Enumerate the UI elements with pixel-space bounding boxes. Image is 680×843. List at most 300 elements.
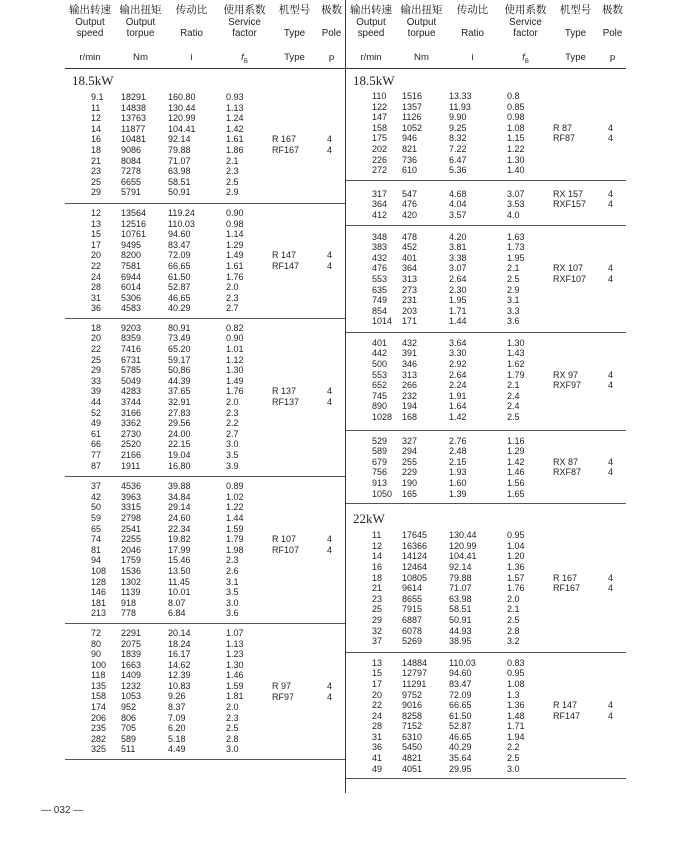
cell-service-factor: 1.56 [507, 478, 525, 488]
cell-torque: 2798 [121, 512, 142, 523]
header-sf-cn: 使用系数 [504, 4, 547, 16]
table-row [65, 555, 346, 566]
cell-ratio: 3.38 [449, 252, 467, 263]
cell-torque: 3744 [121, 397, 142, 408]
cell-speed: 317 [372, 188, 388, 199]
model-pole: 4 [608, 467, 614, 478]
cell-ratio: 130.44 [449, 530, 477, 541]
cell-torque: 7581 [121, 260, 142, 271]
section-title-18-5kw-right: 18.5kW [353, 73, 395, 88]
cell-torque: 8258 [402, 710, 423, 721]
model-pole: 4 [327, 386, 333, 397]
cell-ratio: 61.50 [168, 271, 191, 282]
table-row [65, 439, 346, 450]
model-pole: 4 [327, 250, 333, 261]
table-row [346, 594, 626, 605]
cell-speed: 432 [372, 252, 388, 263]
model-type: RXF157 [553, 199, 587, 210]
table-row [346, 391, 626, 402]
cell-service-factor: 3.2 [507, 636, 520, 647]
model-group [346, 527, 626, 653]
cell-service-factor: 3.1 [507, 295, 520, 306]
cell-speed: 1050 [372, 488, 393, 499]
cell-speed: 66 [91, 439, 102, 450]
cell-ratio: 7.09 [168, 712, 186, 723]
cell-ratio: 8.07 [168, 597, 186, 608]
cell-torque: 190 [402, 478, 418, 488]
cell-speed: 913 [372, 478, 388, 488]
cell-ratio: 10.83 [168, 680, 191, 691]
model-type-block [272, 534, 346, 555]
model-type: R 147 [272, 250, 297, 261]
right-table-panel [346, 0, 626, 779]
cell-speed: 90 [91, 649, 102, 660]
table-row [65, 744, 346, 755]
cell-torque: 7416 [121, 344, 142, 355]
cell-service-factor: 1.73 [507, 242, 525, 253]
cell-service-factor: 2.5 [226, 723, 239, 734]
model-type-block [553, 457, 627, 478]
model-pole: 4 [608, 572, 614, 583]
header-type-en: Type [283, 28, 306, 39]
cell-speed: 61 [91, 428, 102, 439]
table-row [65, 723, 346, 734]
cell-speed: 13 [372, 657, 383, 668]
cell-service-factor: 0.98 [226, 218, 244, 229]
table-row [346, 285, 626, 296]
cell-service-factor: 3.0 [507, 763, 520, 774]
cell-service-factor: 0.90 [226, 333, 244, 344]
header-pole-en: Pole [321, 28, 342, 39]
table-row [65, 166, 346, 177]
cell-torque: 17645 [402, 530, 428, 541]
cell-service-factor: 3.0 [226, 439, 239, 450]
cell-speed: 25 [372, 604, 383, 615]
cell-torque: 2291 [121, 627, 142, 638]
table-row [346, 359, 626, 370]
table-row [65, 408, 346, 419]
cell-speed: 553 [372, 273, 388, 284]
cell-ratio: 29.14 [168, 502, 191, 513]
cell-ratio: 34.84 [168, 491, 191, 502]
cell-service-factor: 2.2 [507, 742, 520, 753]
cell-speed: 226 [372, 154, 388, 165]
cell-torque: 420 [402, 209, 418, 220]
cell-torque: 2075 [121, 638, 142, 649]
cell-service-factor: 2.5 [507, 412, 520, 423]
cell-ratio: 4.49 [168, 744, 186, 755]
cell-speed: 44 [91, 397, 102, 408]
cell-ratio: 119.24 [168, 207, 195, 218]
cell-torque: 4821 [402, 753, 423, 764]
table-row [65, 282, 346, 293]
table-row [65, 219, 346, 230]
cell-speed: 24 [372, 710, 383, 721]
header-speed-cn: 输出转速 [69, 4, 111, 16]
cell-service-factor: 1.46 [226, 670, 244, 681]
cell-ratio: 6.84 [168, 608, 186, 619]
cell-service-factor: 0.8 [507, 91, 520, 101]
cell-service-factor: 1.76 [226, 386, 244, 397]
cell-speed: 890 [372, 401, 388, 412]
cell-ratio: 44.93 [449, 625, 472, 636]
table-row [65, 272, 346, 283]
cell-torque: 3166 [121, 407, 142, 418]
cell-ratio: 3.81 [449, 242, 467, 253]
cell-service-factor: 0.98 [507, 112, 525, 123]
cell-ratio: 32.91 [168, 397, 191, 408]
table-row [346, 306, 626, 317]
cell-torque: 5306 [121, 292, 142, 303]
table-row [65, 502, 346, 513]
cell-speed: 118 [91, 670, 106, 681]
header-speed-en1: Output [356, 16, 386, 28]
cell-service-factor: 1.57 [507, 572, 525, 583]
cell-torque: 255 [402, 456, 418, 467]
cell-ratio: 8.37 [168, 702, 186, 713]
model-type: RX 87 [553, 456, 579, 467]
table-row [65, 577, 346, 588]
model-group [65, 319, 346, 477]
cell-speed: 21 [372, 583, 383, 594]
cell-service-factor: 2.3 [226, 166, 239, 177]
cell-service-factor: 1.01 [226, 344, 244, 355]
table-row [65, 639, 346, 650]
table-row [346, 541, 626, 552]
right-groups-22kw [346, 527, 626, 779]
cell-torque: 9203 [121, 322, 142, 333]
cell-speed: 25 [91, 176, 102, 187]
table-row [346, 253, 626, 264]
model-group [65, 204, 346, 319]
cell-torque: 194 [402, 401, 418, 412]
cell-speed: 16 [91, 134, 102, 145]
cell-torque: 1053 [121, 691, 142, 702]
table-row [346, 338, 626, 349]
cell-speed: 22 [91, 344, 102, 355]
cell-ratio: 92.14 [168, 134, 191, 145]
model-pole: 4 [327, 144, 333, 155]
cell-ratio: 104.41 [449, 551, 477, 562]
cell-ratio: 9.90 [449, 112, 467, 123]
cell-service-factor: 0.89 [226, 481, 244, 492]
cell-speed: 122 [372, 101, 388, 112]
cell-speed: 14 [91, 123, 102, 134]
model-type: RF87 [553, 133, 576, 144]
cell-torque: 778 [121, 608, 137, 619]
cell-service-factor: 1.14 [226, 229, 244, 240]
cell-service-factor: 1.22 [226, 502, 244, 513]
cell-torque: 1911 [121, 460, 141, 471]
cell-torque: 6078 [402, 625, 423, 636]
cell-torque: 401 [402, 252, 418, 263]
model-type: R 107 [272, 534, 297, 545]
table-row [346, 721, 626, 732]
cell-torque: 171 [402, 316, 418, 327]
table-row [346, 91, 626, 102]
cell-service-factor: 2.2 [226, 418, 239, 429]
cell-ratio: 8.32 [449, 133, 467, 144]
cell-torque: 1516 [402, 91, 423, 101]
cell-service-factor: 2.1 [507, 380, 520, 391]
table-row [346, 412, 626, 423]
cell-service-factor: 2.7 [226, 303, 239, 314]
model-group [346, 181, 626, 226]
model-type: RF167 [272, 144, 300, 155]
cell-service-factor: 1.61 [226, 260, 244, 271]
cell-ratio: 46.65 [168, 292, 191, 303]
cell-torque: 1052 [402, 122, 423, 133]
table-row [346, 679, 626, 690]
cell-service-factor: 1.08 [507, 678, 525, 689]
table-row [346, 742, 626, 753]
cell-service-factor: 1.02 [226, 491, 244, 502]
cell-service-factor: 1.22 [507, 143, 525, 154]
cell-ratio: 29.56 [168, 418, 191, 429]
model-type-block [553, 263, 627, 284]
table-row [346, 615, 626, 626]
cell-torque: 6887 [402, 614, 423, 625]
cell-torque: 16366 [402, 540, 428, 551]
cell-speed: 383 [372, 242, 388, 253]
cell-torque: 10481 [121, 134, 147, 145]
cell-service-factor: 0.95 [507, 668, 525, 679]
cell-torque: 7278 [121, 166, 142, 177]
cell-torque: 1536 [121, 565, 142, 576]
cell-torque: 10761 [121, 229, 147, 240]
cell-speed: 59 [91, 512, 102, 523]
cell-ratio: 63.98 [449, 593, 472, 604]
cell-service-factor: 1.36 [507, 700, 525, 711]
cell-service-factor: 2.0 [507, 593, 520, 604]
cell-ratio: 15.46 [168, 555, 191, 566]
unit-type: Type [284, 52, 305, 63]
model-type: RX 107 [553, 263, 584, 274]
model-pole: 4 [327, 691, 333, 702]
cell-speed: 282 [91, 733, 107, 744]
table-row [346, 401, 626, 412]
cell-service-factor: 1.15 [507, 133, 525, 144]
cell-ratio: 6.20 [168, 723, 186, 734]
cell-speed: 174 [91, 702, 107, 713]
cell-speed: 29 [91, 365, 102, 376]
cell-service-factor: 0.85 [507, 101, 525, 112]
cell-torque: 952 [121, 702, 137, 713]
table-row [65, 429, 346, 440]
cell-service-factor: 2.1 [226, 155, 239, 166]
cell-torque: 346 [402, 359, 418, 370]
cell-speed: 749 [372, 295, 388, 306]
model-type: R 87 [553, 122, 573, 133]
table-row [65, 293, 346, 304]
cell-torque: 2046 [121, 544, 142, 555]
table-row [65, 713, 346, 724]
cell-speed: 635 [372, 284, 388, 295]
model-pole: 4 [608, 133, 614, 144]
cell-ratio: 58.51 [449, 604, 472, 615]
cell-speed: 24 [91, 271, 102, 282]
cell-ratio: 83.47 [449, 678, 472, 689]
cell-speed: 94 [91, 555, 102, 566]
cell-torque: 18291 [121, 92, 147, 102]
cell-torque: 946 [402, 133, 418, 144]
cell-service-factor: 2.9 [226, 187, 239, 198]
model-type: RXF97 [553, 380, 582, 391]
cell-service-factor: 1.65 [507, 488, 525, 499]
cell-torque: 547 [402, 188, 418, 199]
cell-service-factor: 1.59 [226, 523, 244, 534]
table-row [65, 177, 346, 188]
cell-torque: 5791 [121, 187, 142, 198]
cell-torque: 6731 [121, 354, 142, 365]
table-row [65, 492, 346, 503]
header-type-cn: 机型号 [278, 4, 311, 16]
cell-speed: 854 [372, 305, 388, 316]
cell-torque: 1759 [121, 555, 142, 566]
model-type: RXF87 [553, 467, 582, 478]
cell-ratio: 120.99 [449, 540, 477, 551]
model-pole: 4 [327, 534, 333, 545]
cell-speed: 31 [91, 292, 102, 303]
cell-torque: 9614 [402, 583, 423, 594]
cell-ratio: 39.88 [168, 481, 191, 492]
cell-speed: 235 [91, 723, 107, 734]
table-row [346, 551, 626, 562]
cell-service-factor: 2.4 [507, 401, 520, 412]
model-pole: 4 [608, 199, 614, 210]
cell-torque: 203 [402, 305, 418, 316]
cell-service-factor: 2.9 [507, 284, 520, 295]
cell-service-factor: 2.0 [226, 397, 239, 408]
cell-torque: 266 [402, 380, 418, 391]
cell-torque: 4283 [121, 386, 142, 397]
header-ratio-cn: 传动比 [175, 4, 208, 16]
cell-speed: 18 [91, 322, 102, 333]
cell-torque: 2520 [121, 439, 142, 450]
cell-ratio: 4.20 [449, 231, 467, 242]
model-type: RF147 [553, 710, 581, 721]
cell-service-factor: 0.82 [226, 322, 244, 333]
header-torque-en2: torpue [407, 28, 436, 39]
cell-service-factor: 2.5 [507, 273, 520, 284]
cell-speed: 16 [372, 561, 383, 572]
cell-speed: 348 [372, 231, 388, 242]
cell-ratio: 1.60 [449, 478, 467, 488]
cell-service-factor: 1.48 [507, 710, 525, 721]
table-row [346, 732, 626, 743]
cell-torque: 9752 [402, 689, 423, 700]
cell-service-factor: 1.30 [226, 365, 244, 376]
cell-service-factor: 1.71 [507, 721, 525, 732]
cell-speed: 476 [372, 263, 388, 274]
cell-ratio: 14.62 [168, 659, 191, 670]
cell-torque: 165 [402, 488, 418, 499]
cell-ratio: 50.91 [168, 187, 191, 198]
cell-speed: 33 [91, 375, 102, 386]
cell-ratio: 40.29 [168, 303, 191, 314]
cell-service-factor: 2.3 [226, 555, 239, 566]
model-type-block [272, 134, 346, 155]
cell-ratio: 5.36 [449, 165, 467, 176]
cell-speed: 1014 [372, 316, 393, 327]
model-pole: 4 [608, 188, 614, 199]
cell-torque: 8359 [121, 333, 142, 344]
table-row [346, 530, 626, 541]
cell-service-factor: 1.29 [226, 239, 244, 250]
model-pole: 4 [327, 134, 333, 145]
cell-torque: 3963 [121, 491, 142, 502]
model-pole: 4 [608, 710, 614, 721]
cell-speed: 65 [91, 523, 102, 534]
cell-torque: 231 [402, 295, 418, 306]
left-groups [65, 89, 346, 760]
table-row [346, 489, 626, 500]
table-header [65, 0, 346, 48]
table-row [346, 446, 626, 457]
cell-speed: 175 [372, 133, 388, 144]
cell-speed: 32 [372, 625, 383, 636]
cell-torque: 2166 [121, 450, 142, 460]
cell-speed: 22 [372, 700, 383, 711]
model-type: RF167 [553, 583, 581, 594]
cell-speed: 29 [91, 187, 102, 198]
cell-speed: 23 [91, 166, 102, 177]
cell-service-factor: 3.3 [507, 305, 520, 316]
cell-ratio: 94.60 [168, 229, 191, 240]
cell-speed: 18 [372, 572, 383, 583]
cell-ratio: 19.82 [168, 534, 191, 545]
table-row [65, 461, 346, 472]
cell-service-factor: 1.20 [507, 551, 525, 562]
header-sf-en1: Service [509, 16, 542, 28]
cell-speed: 72 [91, 627, 102, 638]
header-ratio-cn: 传动比 [456, 4, 489, 16]
cell-ratio: 72.09 [449, 689, 472, 700]
cell-service-factor: 4.0 [507, 209, 520, 220]
cell-ratio: 110.03 [168, 218, 195, 229]
cell-speed: 206 [91, 712, 107, 723]
cell-speed: 81 [91, 544, 102, 555]
model-pole: 4 [608, 456, 614, 467]
cell-ratio: 2.76 [449, 435, 467, 446]
cell-speed: 23 [372, 593, 383, 604]
header-type-cn: 机型号 [559, 4, 592, 16]
cell-ratio: 79.88 [168, 144, 191, 155]
cell-service-factor: 3.5 [226, 587, 239, 598]
table-row [346, 636, 626, 647]
cell-torque: 432 [402, 337, 418, 348]
cell-speed: 213 [91, 608, 107, 619]
cell-service-factor: 2.5 [226, 176, 239, 187]
cell-service-factor: 1.44 [226, 512, 244, 523]
table-row [346, 604, 626, 615]
cell-ratio: 38.95 [449, 636, 472, 647]
cell-speed: 13 [91, 218, 102, 229]
table-row [346, 232, 626, 243]
left-table-panel [65, 0, 346, 760]
cell-torque: 13564 [121, 207, 147, 218]
cell-ratio: 16.17 [168, 649, 191, 660]
cell-ratio: 1.71 [449, 305, 467, 316]
table-row [65, 702, 346, 713]
cell-torque: 5450 [402, 742, 423, 753]
cell-service-factor: 2.4 [507, 390, 520, 401]
table-row [346, 102, 626, 113]
model-type-block [553, 370, 627, 391]
cell-torque: 5269 [402, 636, 423, 647]
cell-service-factor: 3.07 [507, 188, 525, 199]
cell-ratio: 24.00 [168, 428, 191, 439]
